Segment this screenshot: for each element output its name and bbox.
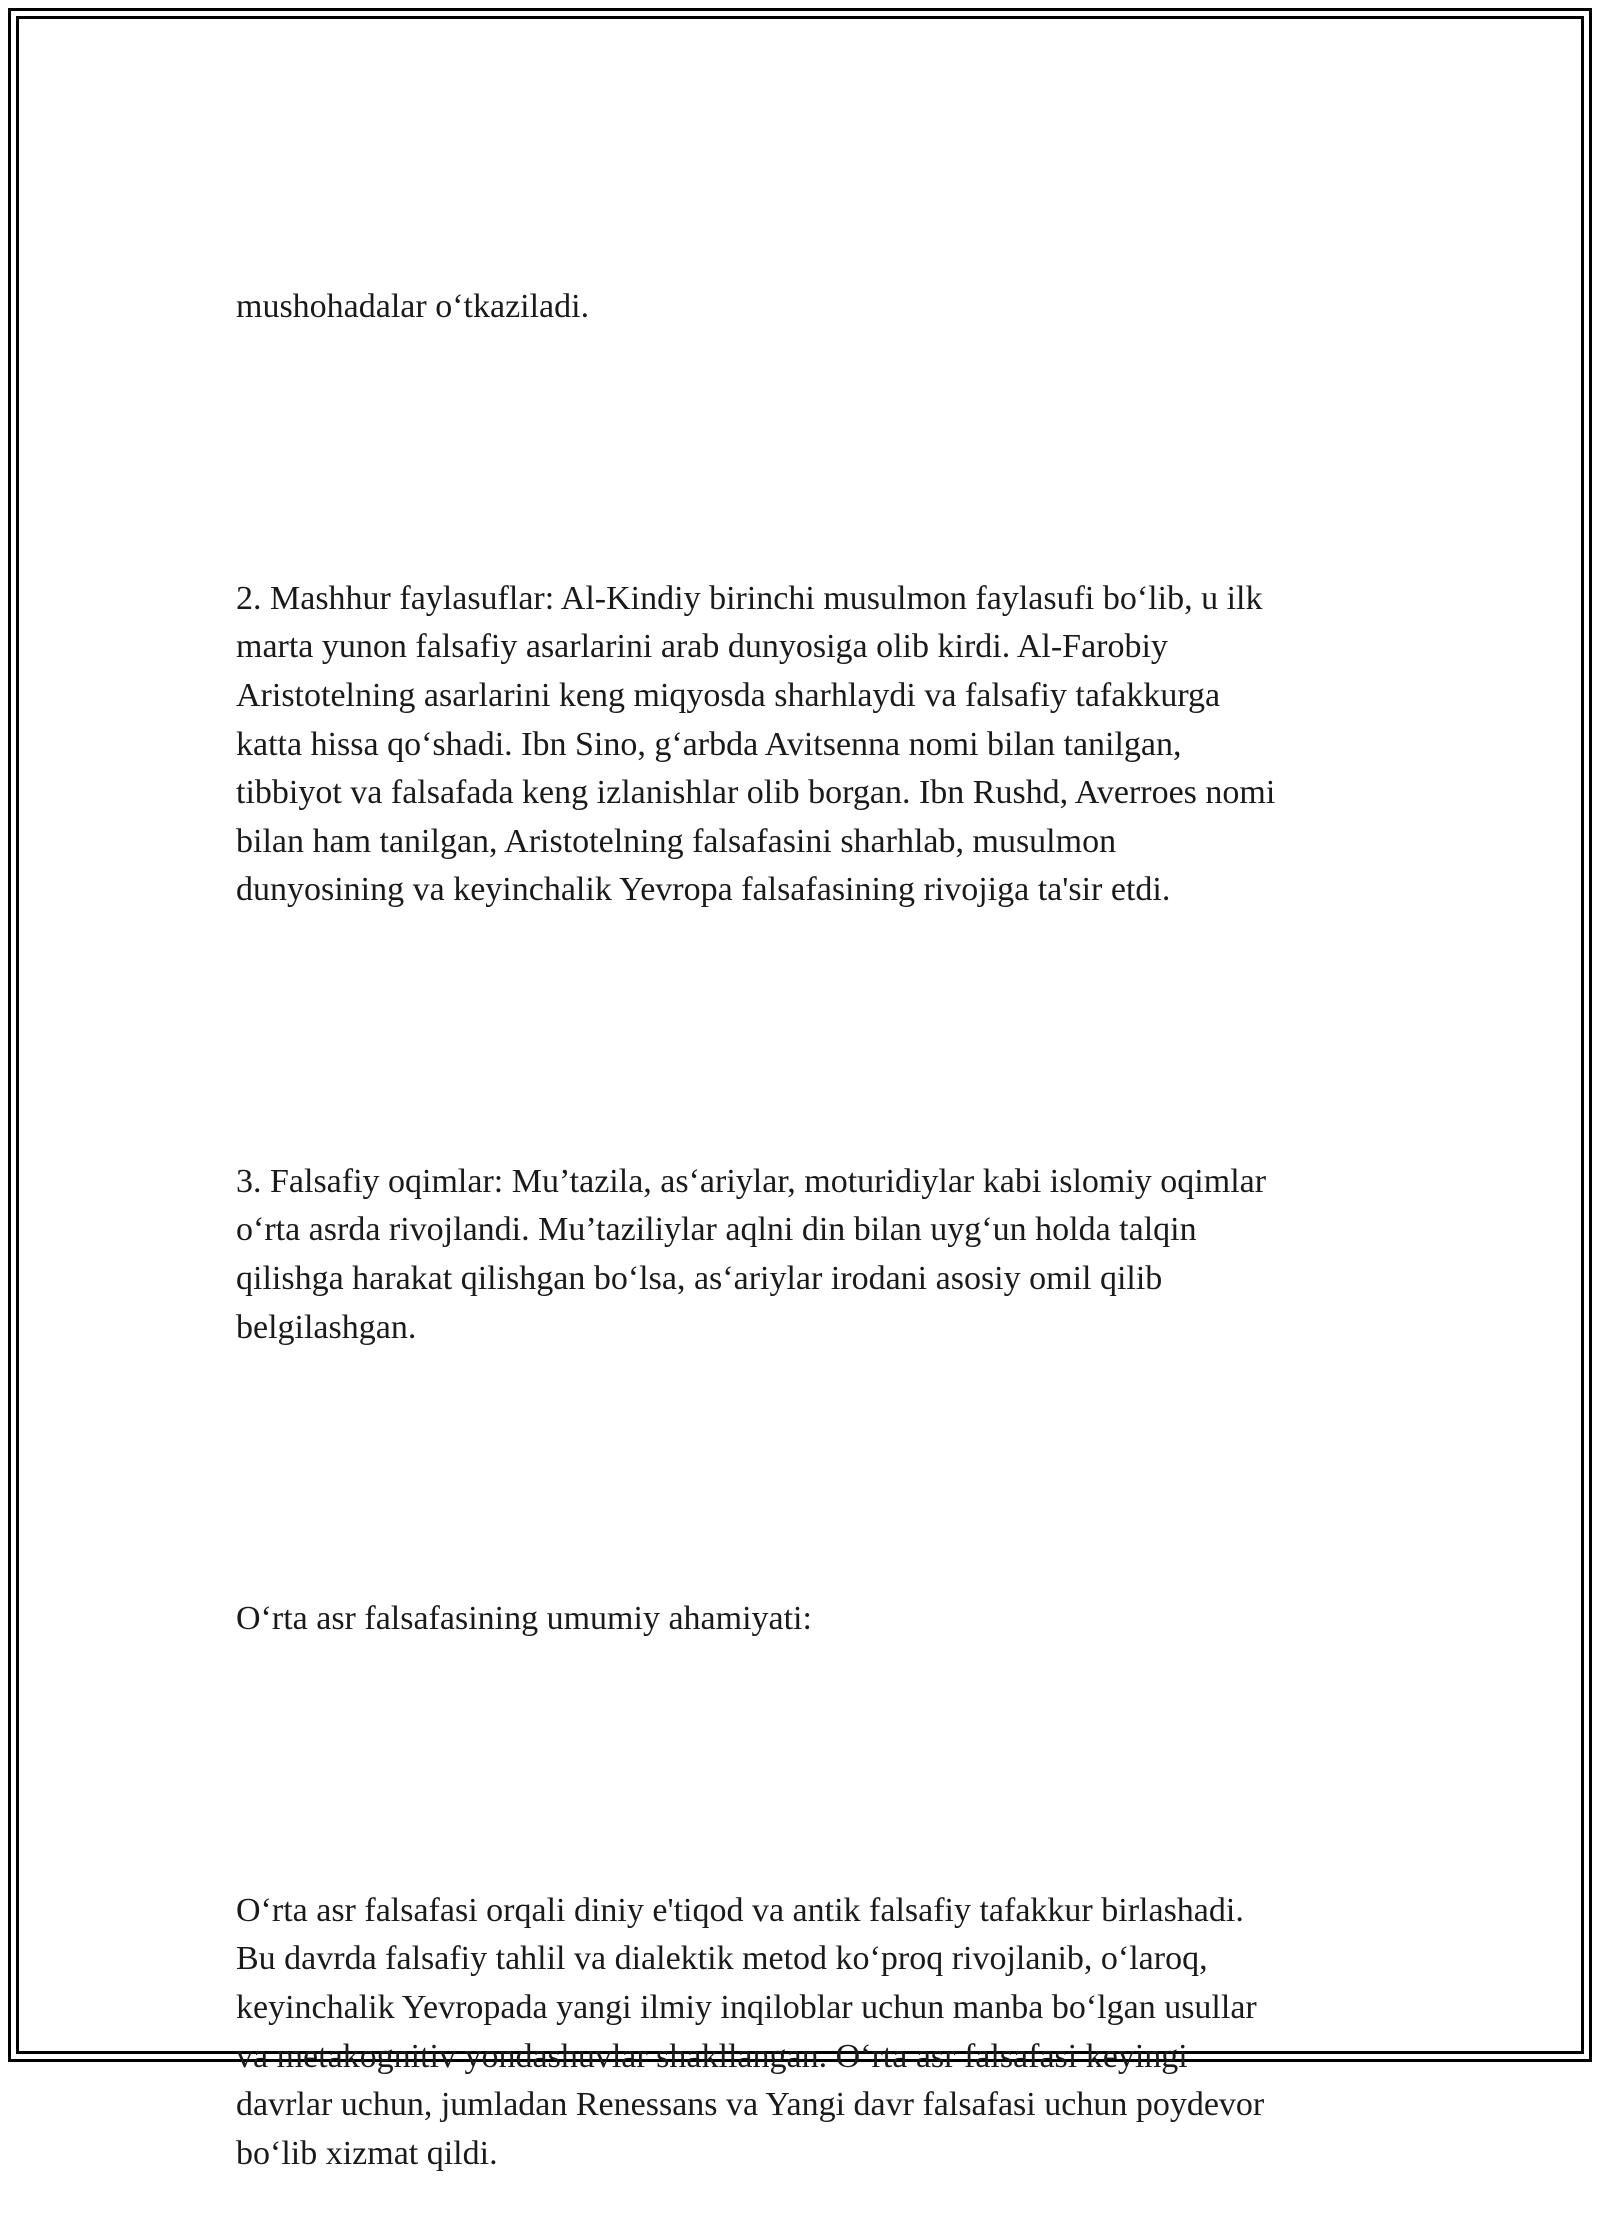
section-heading-general-significance: O‘rta asr falsafasining umumiy ahamiyati: [236, 1600, 812, 1638]
paragraph-spacer [236, 1449, 1376, 1498]
paragraph-spacer [236, 1741, 1376, 1790]
document-body [236, 186, 1376, 2227]
paragraph-spacer [236, 1012, 1376, 1061]
paragraph-philosophical-schools: 3. Falsafiy oqimlar: Mu’tazila, as‘ariylar, moturidiylar kabi islomiy oqimlar o‘rta asrda rivojlandi. Mu’taziliylar aqlni din bilan uyg‘un holda talqin qilishga harakat qilishgan bo‘lsa, as‘ariylar irodani asosiy omil qilib belgilashgan. [236, 1162, 1267, 1346]
paragraph-spacer [236, 429, 1376, 478]
paragraph-general-significance: O‘rta asr falsafasi orqali diniy e'tiqod va antik falsafiy tafakkur birlashadi. Bu davrda falsafiy tahlil va dialektik metod ko‘proq rivojlanib, o‘laroq, keyinchalik Yevropada yangi ilmiy inqiloblar uchun manba bo‘lgan usullar va metakognitiv yondashuvlar shakllangan. O‘rta asr falsafasi keyingi davrlar uchun, jumladan Renessans va Yangi davr falsafasi uchun poydevor bo‘lib xizmat qildi. [236, 1891, 1265, 2172]
paragraph-continuation: mushohadalar o‘tkaziladi. [236, 288, 590, 326]
paragraph-famous-philosophers: 2. Mashhur faylasuflar: Al-Kindiy birinchi musulmon faylasufi bo‘lib, u ilk marta yunon falsafiy asarlarini arab dunyosiga olib kirdi. Al-Farobiy Aristotelning asarlarini keng miqyosda sharhlaydi va falsafiy tafakkurga katta hissa qo‘shadi. Ibn Sino, g‘arbda Avitsenna nomi bilan tanilgan, tibbiyot va falsafada keng izlanishlar olib borgan. Ibn Rushd, Averroes nomi bilan ham tanilgan, Aristotelning falsafasini sharhlab, musulmon dunyosining va keyinchalik Yevropa falsafasining rivojiga ta'sir etdi. [236, 579, 1276, 909]
